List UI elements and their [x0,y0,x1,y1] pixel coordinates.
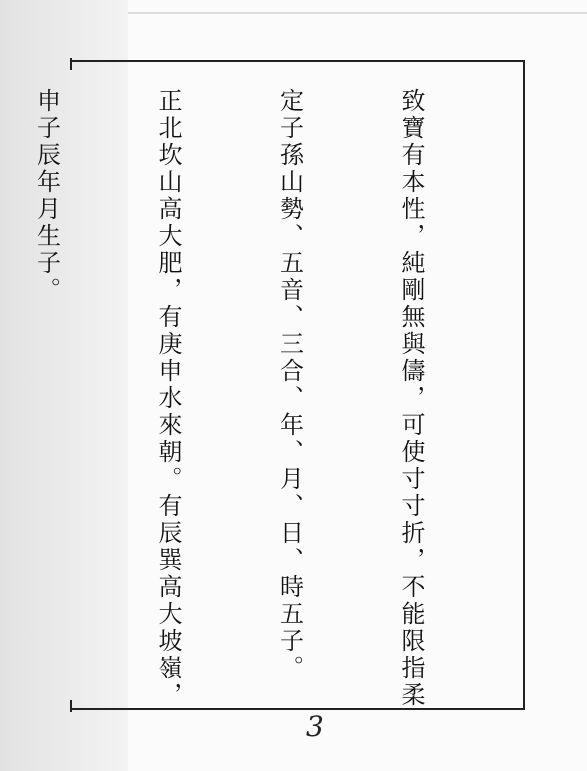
page-number: 3 [306,710,324,743]
frame-corner-top [70,58,72,70]
vertical-text-body [32,88,512,709]
text-column: 致寶有本性，純剛無與儔，可使寸寸折，不能限指柔 [397,88,425,709]
text-column: 定子孫山勢、五音、三合、年、月、日、時五子。 [275,88,304,682]
frame-corner-bottom [70,700,72,712]
text-column: 正北坎山高大肥，有庚申水來朝。有辰巽高大坡嶺， [154,88,182,709]
text-column: 申子辰年月生子。 [32,88,61,304]
page-edge [128,12,587,14]
